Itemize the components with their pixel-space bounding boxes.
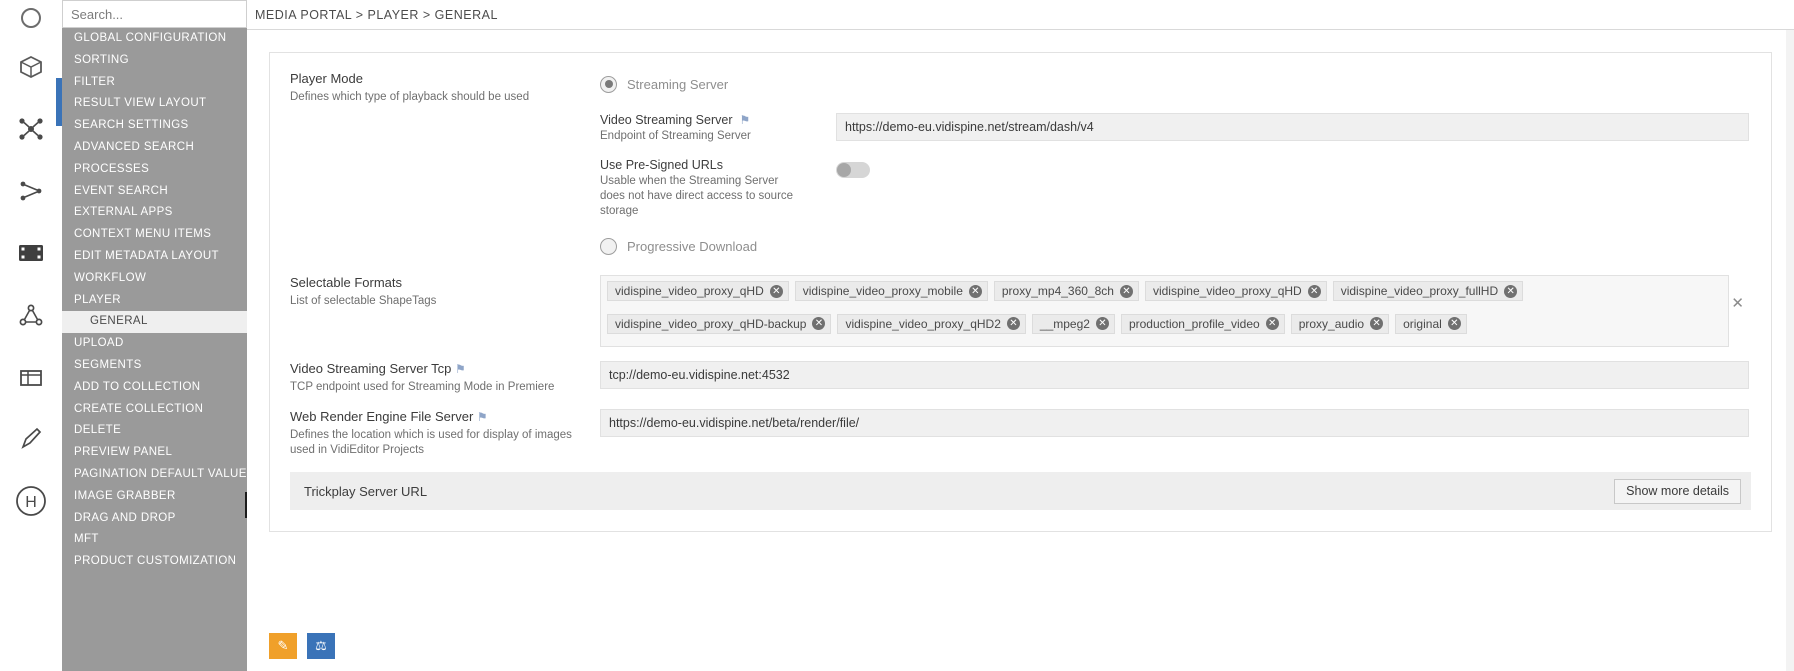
box-open-icon[interactable]	[0, 346, 62, 408]
tag-item[interactable]	[994, 281, 1139, 301]
selectable-formats-field-col	[600, 275, 1771, 347]
pre-signed-urls-row	[600, 158, 1749, 219]
video-streaming-server-tcp-field-col	[600, 361, 1771, 395]
pre-signed-urls-toggle-col	[836, 158, 1749, 181]
compare-button[interactable]: ⚖	[307, 633, 335, 659]
player-mode-field-col	[600, 71, 1771, 259]
video-streaming-server-tcp-input[interactable]	[600, 361, 1749, 389]
sidebar-item-player[interactable]: PLAYER	[62, 290, 247, 312]
video-streaming-server-label-col	[600, 113, 836, 144]
player-mode-label-col	[270, 71, 600, 259]
video-streaming-server-tcp-title-text: Video Streaming Server Tcp	[290, 361, 452, 376]
vertical-scrollbar[interactable]	[1786, 30, 1794, 671]
video-streaming-server-input[interactable]	[836, 113, 1749, 141]
tag-item[interactable]	[1032, 314, 1115, 334]
sidebar-item-processes[interactable]: PROCESSES	[74, 162, 150, 175]
cube-icon[interactable]	[0, 36, 62, 98]
tag-remove-icon[interactable]: ✕	[1308, 285, 1321, 298]
settings-content	[247, 30, 1794, 671]
player-mode-desc: Defines which type of playback should be used	[290, 91, 530, 103]
flag-icon: ⚑	[476, 410, 488, 424]
tag-label: production_profile_video	[1128, 316, 1260, 331]
main-content	[247, 0, 1794, 671]
pen-tool-icon[interactable]	[0, 408, 62, 470]
flag-icon: ⚑	[739, 113, 751, 127]
tag-label: vidispine_video_proxy_fullHD	[1340, 284, 1499, 298]
web-render-engine-row	[270, 409, 1771, 458]
tag-remove-icon[interactable]: ✕	[1007, 317, 1020, 330]
svg-text:H: H	[25, 494, 37, 511]
radio-progressive-download[interactable]	[600, 233, 1749, 259]
selectable-formats-row	[270, 275, 1771, 347]
tag-item[interactable]	[1333, 281, 1523, 301]
player-mode-row	[270, 71, 1771, 259]
sidebar-item-create-collection[interactable]: CREATE COLLECTION	[74, 402, 204, 415]
tag-item[interactable]	[607, 314, 831, 334]
tag-label: proxy_audio	[1298, 316, 1365, 331]
radio-streaming-server-icon[interactable]	[600, 76, 617, 93]
sidebar-item-search-settings[interactable]: SEARCH SETTINGS	[74, 119, 189, 132]
web-render-engine-input[interactable]	[600, 409, 1749, 437]
sidebar-item-sorting[interactable]: SORTING	[74, 53, 129, 66]
sidebar-item-segments[interactable]: SEGMENTS	[74, 358, 142, 371]
trickplay-label: Trickplay Server URL	[304, 483, 428, 499]
video-streaming-server-desc: Endpoint of Streaming Server	[600, 130, 751, 142]
pre-signed-urls-toggle[interactable]	[836, 162, 870, 178]
tag-label: vidispine_video_proxy_qHD-backup	[615, 316, 807, 331]
radio-progressive-download-icon[interactable]	[600, 238, 617, 255]
tag-remove-icon[interactable]: ✕	[1370, 317, 1383, 330]
show-more-details-button[interactable]: Show more details	[1614, 479, 1741, 504]
search-input[interactable]	[62, 0, 247, 28]
sidebar-item-advanced-search[interactable]: ADVANCED SEARCH	[74, 140, 195, 153]
tag-label: vidispine_video_proxy_qHD2	[845, 316, 1001, 331]
settings-panel	[269, 52, 1772, 532]
selectable-formats-desc: List of selectable ShapeTags	[290, 295, 437, 307]
sidebar-menu	[62, 28, 247, 573]
sidebar-item-mft[interactable]: MFT	[74, 533, 99, 546]
tag-item[interactable]	[837, 314, 1025, 334]
video-streaming-server-tcp-label-col	[270, 361, 600, 395]
tag-label: proxy_mp4_360_8ch	[1001, 284, 1114, 298]
sidebar-item-global-configuration[interactable]: GLOBAL CONFIGURATION	[74, 32, 227, 44]
video-streaming-server-input-col	[836, 113, 1749, 141]
tag-remove-icon[interactable]: ✕	[1504, 285, 1517, 298]
web-render-engine-label-col	[270, 409, 600, 458]
sidebar-item-drag-and-drop[interactable]: DRAG AND DROP	[74, 511, 176, 524]
selectable-formats-title: Selectable Formats	[290, 275, 402, 290]
sidebar-item-external-apps[interactable]: EXTERNAL APPS	[74, 206, 173, 219]
tag-label: original	[1403, 316, 1442, 331]
video-streaming-server-tcp-row	[270, 361, 1771, 395]
pre-signed-urls-label: Use Pre-Signed URLs	[600, 158, 723, 172]
web-render-engine-field-col	[600, 409, 1771, 458]
sidebar-item-general[interactable]: GENERAL	[62, 311, 247, 333]
radio-streaming-server-label: Streaming Server	[627, 76, 729, 92]
sidebar-item-upload[interactable]: UPLOAD	[74, 337, 124, 350]
video-streaming-server-tcp-desc: TCP endpoint used for Streaming Mode in Premiere	[290, 381, 555, 393]
flag-icon: ⚑	[455, 362, 466, 376]
tag-item[interactable]	[795, 281, 988, 301]
sidebar-item-add-to-collection[interactable]: ADD TO COLLECTION	[74, 380, 201, 393]
radio-streaming-server[interactable]	[600, 71, 1749, 97]
grid-icon[interactable]	[0, 0, 62, 36]
web-render-engine-title	[290, 409, 600, 424]
tag-label: vidispine_video_proxy_mobile	[802, 284, 963, 298]
tag-item[interactable]	[1145, 281, 1327, 301]
tag-label: vidispine_video_proxy_qHD	[1152, 284, 1302, 298]
selectable-formats-tagbox[interactable]	[600, 275, 1744, 347]
tag-item[interactable]	[1395, 314, 1467, 334]
clear-all-tags-icon[interactable]: ✕	[1731, 295, 1744, 312]
sidebar-search	[62, 0, 247, 28]
tag-remove-icon[interactable]: ✕	[1266, 317, 1279, 330]
sidebar-item-event-search[interactable]: EVENT SEARCH	[74, 184, 169, 197]
tag-item[interactable]	[1121, 314, 1285, 334]
sidebar	[62, 0, 247, 671]
pre-signed-urls-label-col	[600, 158, 836, 219]
footer-actions	[269, 633, 335, 659]
edit-button[interactable]: ✎	[269, 633, 297, 659]
web-render-engine-desc: Defines the location which is used for display of images used in VidiEditor Projects	[290, 429, 572, 456]
film-icon[interactable]	[0, 222, 62, 284]
h-circle-icon[interactable]	[0, 470, 62, 532]
sidebar-item-pagination-default-value[interactable]: PAGINATION DEFAULT VALUE	[74, 467, 247, 480]
sidebar-item-image-grabber[interactable]: IMAGE GRABBER	[74, 489, 176, 502]
network-icon[interactable]	[0, 284, 62, 346]
video-streaming-server-label: Video Streaming Server	[600, 113, 733, 127]
share-nodes-icon[interactable]	[0, 98, 62, 160]
selectable-formats-label-col	[270, 275, 600, 347]
sidebar-item-preview-panel[interactable]: PREVIEW PANEL	[74, 446, 173, 459]
pre-signed-urls-desc: Usable when the Streaming Server does not have direct access to source storage	[600, 175, 794, 217]
web-render-engine-title-text: Web Render Engine File Server	[290, 409, 474, 424]
tag-item[interactable]	[1291, 314, 1389, 334]
video-streaming-server-tcp-title	[290, 361, 600, 376]
tag-remove-icon[interactable]: ✕	[1120, 285, 1133, 298]
player-mode-title: Player Mode	[290, 71, 363, 86]
sidebar-item-context-menu-items[interactable]: CONTEXT MENU ITEMS	[74, 228, 212, 241]
sidebar-item-workflow[interactable]: WORKFLOW	[74, 271, 147, 284]
sidebar-item-product-customization[interactable]: PRODUCT CUSTOMIZATION	[74, 555, 237, 568]
tag-remove-icon[interactable]: ✕	[1096, 317, 1109, 330]
radio-progressive-download-label: Progressive Download	[627, 238, 758, 254]
video-streaming-server-row	[600, 113, 1749, 144]
tag-item[interactable]	[607, 281, 789, 301]
trickplay-row	[290, 472, 1751, 510]
sitemap-icon[interactable]	[0, 160, 62, 222]
tag-remove-icon[interactable]: ✕	[812, 317, 825, 330]
sidebar-item-delete[interactable]: DELETE	[74, 424, 122, 437]
sidebar-item-result-view-layout[interactable]: RESULT VIEW LAYOUT	[74, 97, 207, 110]
sidebar-item-filter[interactable]: FILTER	[74, 75, 116, 88]
tag-label: __mpeg2	[1039, 316, 1090, 331]
icon-rail	[0, 0, 62, 671]
tag-remove-icon[interactable]: ✕	[770, 285, 783, 298]
breadcrumb: MEDIA PORTAL > PLAYER > GENERAL	[247, 0, 1794, 30]
tag-remove-icon[interactable]: ✕	[1448, 317, 1461, 330]
sidebar-item-edit-metadata-layout[interactable]: EDIT METADATA LAYOUT	[74, 249, 219, 262]
tag-remove-icon[interactable]: ✕	[969, 285, 982, 298]
tag-label: vidispine_video_proxy_qHD	[615, 284, 764, 298]
